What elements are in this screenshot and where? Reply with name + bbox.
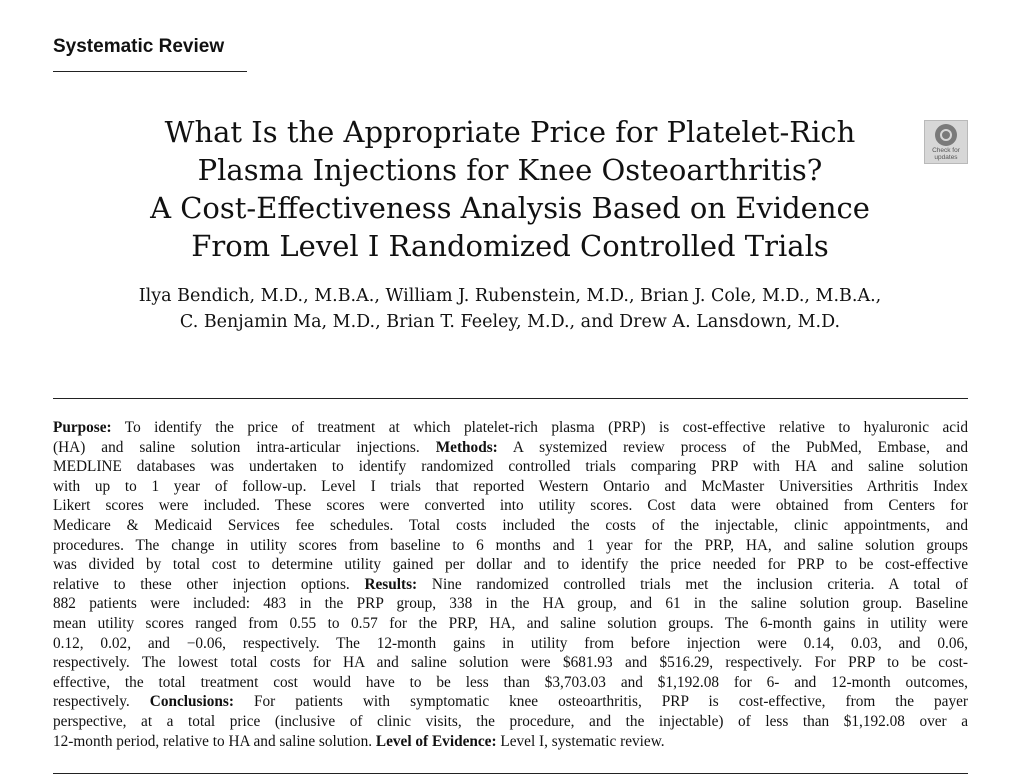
abstract-line bbox=[53, 536, 968, 556]
abstract-line bbox=[53, 673, 968, 693]
author-line: C. Benjamin Ma, M.D., Brian T. Feeley, M.D., and Drew A. Lansdown, M.D. bbox=[179, 312, 841, 332]
abstract-text: To identify the price of treatment at which platelet-rich plasma (PRP) is cost-effective relative to hyaluronic acid bbox=[111, 419, 968, 436]
section-label: Systematic Review bbox=[53, 36, 225, 57]
abstract-text: For patients with symptomatic knee osteoarthritis, PRP is cost-effective, from the payer bbox=[233, 693, 969, 711]
title-line: A Cost-Effectiveness Analysis Based on Evidence bbox=[150, 191, 870, 225]
badge-label-line: updates bbox=[934, 153, 958, 161]
abstract-text: respectively. bbox=[53, 693, 150, 711]
abstract-line bbox=[53, 555, 968, 575]
abstract-line bbox=[53, 594, 968, 614]
abstract-text: effective, the total treatment cost would have to be less than $3,703.03 and $1,192.08 for 6- and 12-month outcomes, bbox=[53, 673, 968, 691]
abstract-text: relative to these other injection options. bbox=[53, 575, 365, 593]
abstract-heading: Level of Evidence: bbox=[375, 732, 497, 750]
abstract-text: with up to 1 year of follow-up. Level I trials that reported Western Ontario and McMaster Universities Arthritis Index bbox=[53, 477, 968, 495]
abstract-text: Medicare & Medicaid Services fee schedules. Total costs included the costs of the injectable, clinic appointments, and bbox=[53, 516, 968, 534]
title-line: What Is the Appropriate Price for Platelet-Rich bbox=[164, 115, 856, 149]
article-title bbox=[110, 113, 910, 265]
abstract-line bbox=[53, 634, 968, 654]
check-for-updates-badge[interactable] bbox=[924, 120, 968, 164]
abstract-line bbox=[53, 418, 968, 438]
abstract-text: (HA) and saline solution intra-articular injections. bbox=[53, 438, 436, 456]
abstract-heading: Purpose: bbox=[53, 419, 112, 436]
abstract-line bbox=[53, 692, 968, 712]
section-label-underline bbox=[53, 71, 247, 72]
title-line: Plasma Injections for Knee Osteoarthritis? bbox=[197, 153, 823, 187]
abstract-text: MEDLINE databases was undertaken to identify randomized controlled trials comparing PRP with HA and saline solution bbox=[53, 458, 968, 476]
abstract-line bbox=[53, 575, 968, 595]
abstract-text: A systemized review process of the PubMed, Embase, and bbox=[497, 438, 968, 456]
abstract-text: perspective, at a total price (inclusive of clinic visits, the procedure, and the injectable) of less than $1,192.08 over a bbox=[53, 712, 968, 730]
abstract-text: respectively. The lowest total costs for HA and saline solution were $681.93 and $516.29, respectively. For PRP to be cost- bbox=[53, 654, 968, 672]
abstract-line bbox=[53, 496, 968, 516]
abstract-heading: Methods: bbox=[435, 438, 498, 456]
abstract-bottom-rule bbox=[53, 773, 968, 774]
abstract-text: mean utility scores ranged from 0.55 to 0.57 for the PRP, HA, and saline solution groups. The 6-month gains in utility were bbox=[53, 614, 968, 632]
check-for-updates-icon bbox=[935, 124, 957, 146]
abstract-line bbox=[53, 614, 968, 634]
badge-label bbox=[932, 148, 960, 161]
abstract-line bbox=[53, 477, 968, 497]
abstract-line bbox=[53, 457, 968, 477]
abstract-line bbox=[53, 438, 968, 458]
abstract-text: 12-month period, relative to HA and saline solution. bbox=[53, 732, 376, 750]
abstract-heading: Results: bbox=[364, 575, 418, 593]
abstract-text: 882 patients were included: 483 in the PRP group, 338 in the HA group, and 61 in the saline solution group. Baseline bbox=[53, 595, 968, 613]
abstract-text: Likert scores were included. These scores were converted into utility scores. Cost data were obtained from Centers for bbox=[53, 497, 968, 515]
abstract-line bbox=[53, 712, 968, 732]
title-line: From Level I Randomized Controlled Trials bbox=[191, 229, 829, 263]
author-line: Ilya Bendich, M.D., M.B.A., William J. Rubenstein, M.D., Brian J. Cole, M.D., M.B.A., bbox=[138, 286, 882, 306]
abstract bbox=[53, 418, 968, 751]
abstract-heading: Conclusions: bbox=[149, 693, 234, 711]
abstract-text: Level I, systematic review. bbox=[496, 732, 665, 750]
abstract-text: Nine randomized controlled trials met the inclusion criteria. A total of bbox=[417, 575, 968, 593]
abstract-line bbox=[53, 653, 968, 673]
abstract-text: was divided by total cost to determine utility gained per dollar and to identify the price needed for PRP to be cost-effective bbox=[53, 556, 968, 574]
abstract-text: 0.12, 0.02, and −0.06, respectively. The 12-month gains in utility from before injection were 0.14, 0.03, and 0.06, bbox=[53, 634, 968, 652]
abstract-top-rule bbox=[53, 398, 968, 399]
abstract-line bbox=[53, 732, 968, 752]
abstract-line bbox=[53, 516, 968, 536]
author-list bbox=[60, 283, 960, 335]
badge-label-line: Check for bbox=[932, 147, 960, 154]
abstract-text: procedures. The change in utility scores from baseline to 6 months and 1 year for the PRP, HA, and saline solution groups bbox=[53, 536, 968, 554]
